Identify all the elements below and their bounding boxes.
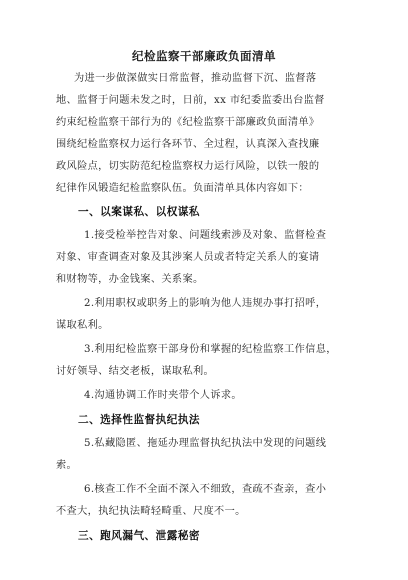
item-2-line-1: 2.利用职权或职务上的影响为他人违规办事打招呼，: [84, 298, 327, 309]
intro-line-1: 为进一步做深做实日常监督，推动监督下沉、监督落: [74, 73, 317, 84]
intro-line-3: 约束纪检监察干部行为的《纪检监察干部廉政负面清单》: [56, 117, 320, 128]
item-6-line-1: 6.核查工作不全面不深入不细致，查疏不查亲，查小: [84, 484, 327, 495]
section-2-heading: 二、选择性监督执纪执法: [78, 414, 201, 426]
item-1-line-2: 对象、审查调查对象及其涉案人员或者特定关系人的宴请: [56, 252, 320, 263]
section-1-heading: 一、以案谋私、以权谋私: [78, 206, 201, 218]
intro-line-4: 围绕纪检监察权力运行各环节、全过程，认真深入查找廉: [56, 139, 320, 150]
item-5-line-2: 索。: [56, 460, 78, 471]
item-1-line-3: 和财物等，办金钱案、关系案。: [56, 274, 204, 285]
item-6-line-2: 不查大，执纪执法畸轻畸重、尺度不一。: [56, 506, 246, 517]
item-3-line-1: 3.利用纪检监察干部身份和掌握的纪检监察工作信息，: [84, 344, 337, 355]
document-title: 纪检监察干部廉政负面清单: [132, 49, 276, 63]
intro-line-6: 纪律作风锻造纪检监察队伍。负面清单具体内容如下：: [56, 183, 309, 194]
item-5-line-1: 5.私藏隐匿、拖延办理监督执纪执法中发现的问题线: [84, 438, 327, 449]
section-3-heading: 三、跑风漏气、泄露秘密: [78, 530, 201, 542]
intro-line-5: 政风险点，切实防范纪检监察权力运行风险，以铁一般的: [56, 161, 320, 172]
item-1-line-1: 1.接受检举控告对象、问题线索涉及对象、监督检查: [84, 230, 327, 241]
item-2-line-2: 谋取私利。: [56, 320, 109, 331]
intro-line-2: 地、监督于问题未发之时，日前，xx 市纪委监委出台监督: [56, 95, 325, 106]
item-3-line-2: 讨好领导、结交老板，谋取私利。: [56, 366, 215, 377]
item-4-line-1: 4.沟通协调工作时夹带个人诉求。: [84, 390, 242, 401]
